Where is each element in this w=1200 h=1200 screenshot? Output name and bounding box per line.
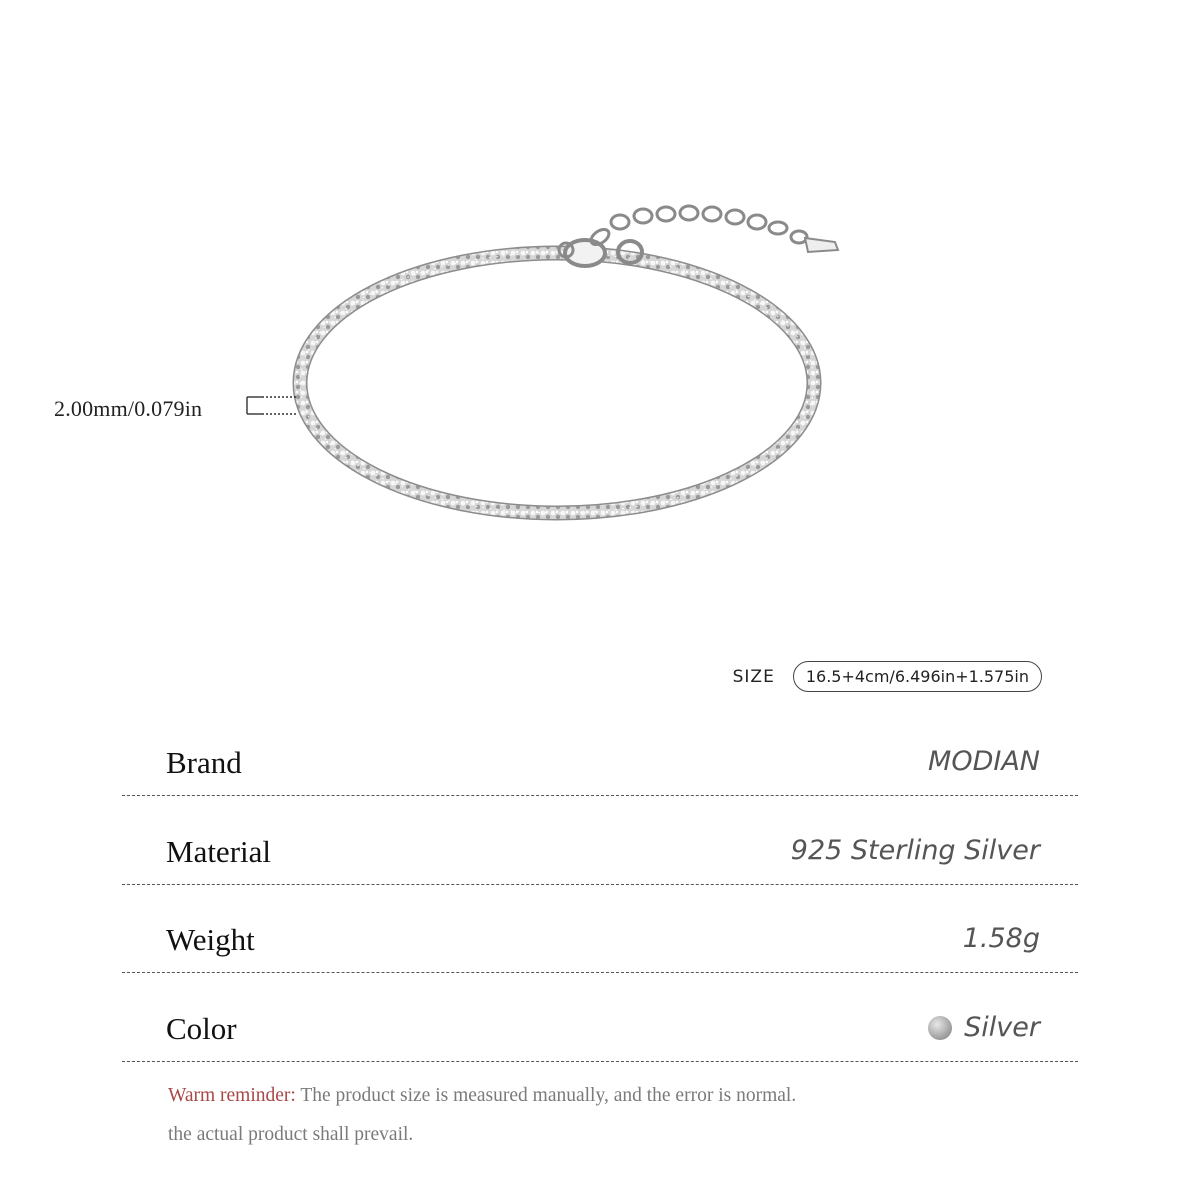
spec-row-material — [122, 824, 1078, 885]
spec-key-weight: Weight — [166, 922, 255, 957]
reminder-text-1: The product size is measured manually, and the error is normal. — [295, 1085, 797, 1106]
spec-row-weight — [122, 912, 1078, 973]
spec-key-material: Material — [166, 834, 272, 869]
width-marker — [247, 397, 296, 414]
spec-value-brand: MODIAN — [928, 746, 1040, 777]
spec-key-brand: Brand — [166, 745, 242, 780]
size-label: SIZE — [732, 666, 775, 687]
width-dimension-label: 2.00mm/0.079in — [54, 396, 203, 421]
spec-key-color: Color — [166, 1011, 237, 1046]
bracelet-chain — [300, 253, 814, 513]
spec-row-color — [122, 1001, 1078, 1062]
tag-charm — [805, 238, 838, 252]
spec-value-color — [928, 1012, 1040, 1043]
spec-value-material: 925 Sterling Silver — [790, 835, 1040, 866]
size-row — [733, 661, 1042, 692]
spec-row-brand — [122, 735, 1078, 796]
reminder-line-1 — [168, 1085, 796, 1107]
color-swatch-icon — [928, 1016, 952, 1040]
extension-chain — [588, 206, 807, 248]
reminder-label: Warm reminder: — [168, 1085, 296, 1106]
color-value-text: Silver — [964, 1012, 1040, 1043]
size-value-badge: 16.5+4cm/6.496in+1.575in — [793, 661, 1042, 692]
reminder-line-2: the actual product shall prevail. — [168, 1124, 414, 1145]
spec-value-weight: 1.58g — [962, 923, 1040, 954]
